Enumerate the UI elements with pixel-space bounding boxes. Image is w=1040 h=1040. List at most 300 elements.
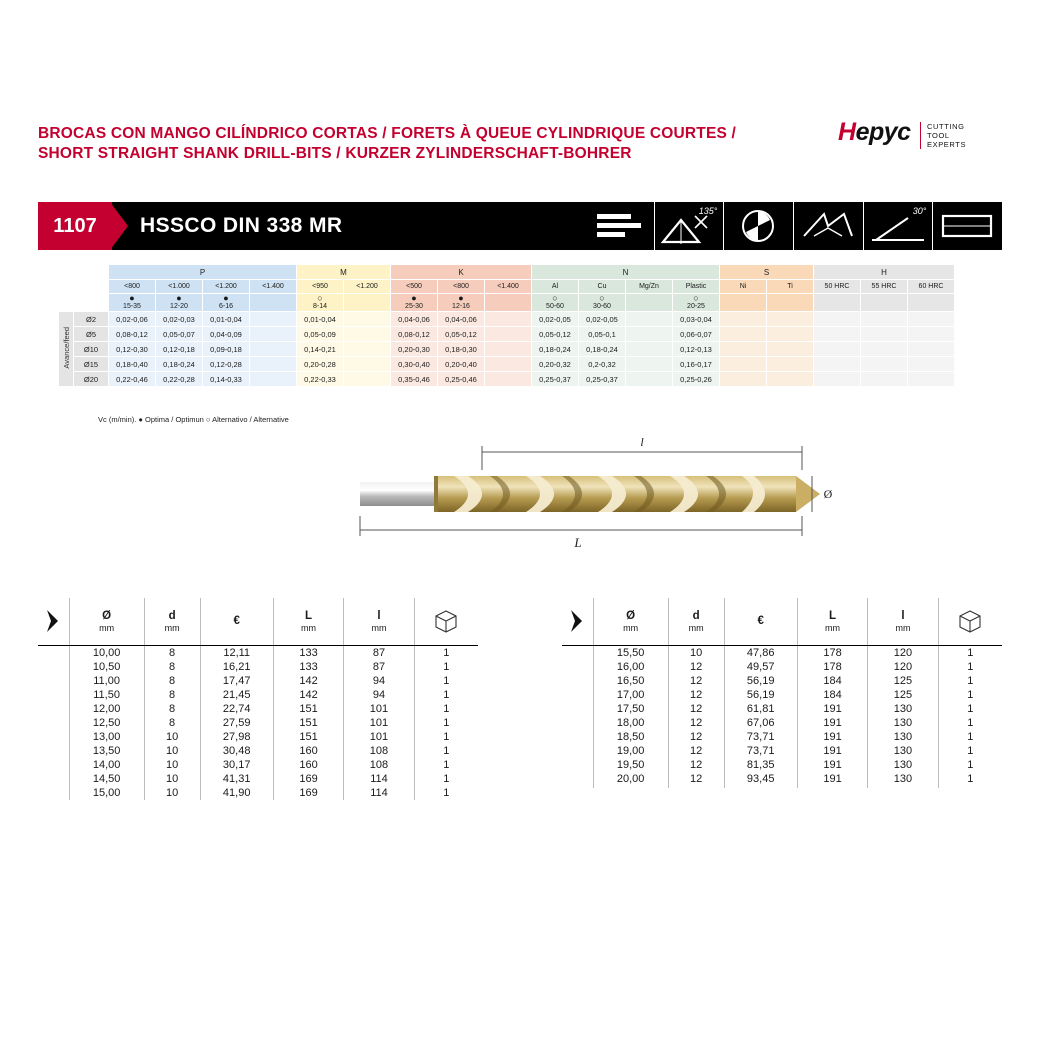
table-cell: 108	[344, 758, 414, 772]
table-cell: 101	[344, 702, 414, 716]
feed-value-cell	[344, 357, 391, 372]
table-cell: 12	[668, 730, 724, 744]
table-row[interactable]	[38, 730, 478, 744]
table-cell: 1	[938, 674, 1002, 688]
table-cell: 15,50	[593, 646, 668, 661]
table-cell: 14,50	[69, 772, 144, 786]
feed-value-cell: 0,08-0,12	[391, 327, 438, 342]
feed-value-cell	[908, 357, 955, 372]
cutting-speed-cell: ● 25-30	[391, 294, 438, 312]
dim-header-unit: mm	[895, 622, 911, 633]
table-cell: 191	[797, 702, 867, 716]
material-subgroup: <950	[297, 280, 344, 294]
feed-value-cell	[908, 372, 955, 387]
table-cell: 10	[144, 758, 200, 772]
dim-header-unit: mm	[623, 622, 639, 633]
feed-value-cell: 0,14-0,21	[297, 342, 344, 357]
feed-value-cell: 0,04-0,06	[438, 312, 485, 327]
feed-value-cell	[908, 327, 955, 342]
point-angle-label: 135°	[698, 206, 718, 216]
table-cell: 1	[938, 744, 1002, 758]
feed-value-cell	[767, 372, 814, 387]
table-cell: 93,45	[724, 772, 797, 786]
helix-angle-label: 30°	[912, 206, 927, 216]
table-cell: 160	[273, 744, 343, 758]
feed-value-cell: 0,20-0,32	[532, 357, 579, 372]
table-row[interactable]	[38, 744, 478, 758]
packaging-header-icon	[938, 598, 1002, 646]
feed-value-cell	[861, 327, 908, 342]
feed-value-cell	[626, 372, 673, 387]
row-spacer	[38, 758, 69, 772]
feed-value-cell	[344, 372, 391, 387]
logo-tagline-2: TOOL	[927, 131, 950, 140]
table-cell: 17,50	[593, 702, 668, 716]
table-cell: 191	[797, 716, 867, 730]
table-cell: 21,45	[200, 688, 273, 702]
table-cell: 8	[144, 688, 200, 702]
cutting-speed-cell: ● 12-16	[438, 294, 485, 312]
feed-value-cell	[861, 357, 908, 372]
table-cell: 108	[344, 744, 414, 758]
feed-value-cell	[250, 312, 297, 327]
feed-value-cell	[861, 312, 908, 327]
table-cell: 11,50	[69, 688, 144, 702]
table-cell: 10,00	[69, 646, 144, 661]
row-spacer	[562, 758, 593, 772]
row-spacer	[562, 660, 593, 674]
feed-value-cell	[626, 342, 673, 357]
logo-tagline-3: EXPERTS	[927, 140, 967, 149]
feed-value-cell: 0,01-0,04	[203, 312, 250, 327]
feed-value-cell: 0,2-0,32	[579, 357, 626, 372]
table-cell: 8	[144, 646, 200, 661]
table-cell: 47,86	[724, 646, 797, 661]
feed-value-cell: 0,16-0,17	[673, 357, 720, 372]
table-cell: 12	[668, 744, 724, 758]
feed-value-cell	[485, 372, 532, 387]
material-subgroup: 60 HRC	[908, 280, 955, 294]
cutting-speed-cell: ○ 30-60	[579, 294, 626, 312]
table-cell: 169	[273, 786, 343, 800]
table-cell: 1	[414, 772, 478, 786]
row-spacer	[38, 730, 69, 744]
table-cell	[868, 786, 938, 788]
table-cell: 56,19	[724, 674, 797, 688]
row-spacer	[38, 660, 69, 674]
feed-value-cell: 0,01-0,04	[297, 312, 344, 327]
row-spacer	[562, 772, 593, 786]
material-subgroup: <1.200	[344, 280, 391, 294]
table-cell: 30,48	[200, 744, 273, 758]
feed-value-cell: 0,05-0,1	[579, 327, 626, 342]
table-arrow-icon	[562, 598, 593, 646]
feed-value-cell	[485, 312, 532, 327]
table-row[interactable]	[562, 744, 1002, 758]
feed-value-cell	[814, 327, 861, 342]
material-subgroup: Al	[532, 280, 579, 294]
table-cell: 18,00	[593, 716, 668, 730]
table-cell: 56,19	[724, 688, 797, 702]
feed-value-cell	[485, 342, 532, 357]
table-cell: 191	[797, 772, 867, 786]
material-subgroup: <1.200	[203, 280, 250, 294]
cutting-speed-cell: ● 15-35	[109, 294, 156, 312]
table-row[interactable]	[38, 772, 478, 786]
feed-value-cell: 0,22-0,28	[156, 372, 203, 387]
table-cell: 81,35	[724, 758, 797, 772]
table-row[interactable]	[38, 786, 478, 800]
table-cell: 133	[273, 646, 343, 661]
feed-value-cell	[626, 357, 673, 372]
feed-value-cell	[814, 342, 861, 357]
dim-header-cell	[200, 598, 273, 646]
table-row[interactable]	[38, 716, 478, 730]
dim-header-cell	[144, 598, 200, 646]
feed-value-cell	[626, 312, 673, 327]
feed-value-cell	[861, 342, 908, 357]
table-cell: 17,00	[593, 688, 668, 702]
feed-value-cell: 0,12-0,13	[673, 342, 720, 357]
feed-value-cell	[814, 372, 861, 387]
dim-header-label: d	[168, 609, 176, 622]
feed-value-cell: 0,05-0,07	[156, 327, 203, 342]
material-subgroup: Mg/Zn	[626, 280, 673, 294]
svg-text:l: l	[640, 435, 644, 449]
feed-value-cell: 0,12-0,30	[109, 342, 156, 357]
material-subgroup: <800	[438, 280, 485, 294]
feed-value-cell: 0,14-0,33	[203, 372, 250, 387]
feed-value-cell: 0,25-0,37	[579, 372, 626, 387]
dim-header-label: Ø	[626, 609, 636, 622]
row-spacer	[38, 702, 69, 716]
table-row[interactable]	[562, 772, 1002, 786]
feed-value-cell: 0,12-0,18	[156, 342, 203, 357]
material-subgroup: Plastic	[673, 280, 720, 294]
table-cell: 16,50	[593, 674, 668, 688]
feed-value-cell: 0,04-0,09	[203, 327, 250, 342]
logo-tagline	[920, 122, 966, 149]
feed-value-cell	[720, 357, 767, 372]
table-cell	[938, 786, 1002, 788]
row-spacer	[562, 786, 593, 788]
feed-value-cell: 0,12-0,28	[203, 357, 250, 372]
feed-value-cell	[767, 312, 814, 327]
dim-table-header-row	[562, 598, 1002, 646]
table-cell: 101	[344, 730, 414, 744]
table-cell: 1	[938, 772, 1002, 786]
table-row[interactable]	[562, 758, 1002, 772]
feed-value-cell	[767, 357, 814, 372]
row-spacer	[562, 744, 593, 758]
dim-header-unit: mm	[164, 622, 180, 633]
cutting-speed-cell: ○ 50-60	[532, 294, 579, 312]
table-cell: 130	[868, 772, 938, 786]
cutting-speed-cell: ● 12-20	[156, 294, 203, 312]
row-spacer	[38, 688, 69, 702]
table-cell: 142	[273, 688, 343, 702]
feed-value-cell	[767, 342, 814, 357]
material-subgroup: Ni	[720, 280, 767, 294]
feed-value-cell	[767, 327, 814, 342]
row-spacer	[38, 646, 69, 661]
table-cell: 120	[868, 646, 938, 661]
table-row[interactable]	[562, 688, 1002, 702]
table-row[interactable]	[38, 646, 478, 661]
feed-value-cell	[908, 342, 955, 357]
material-subgroup: <500	[391, 280, 438, 294]
dim-header-label: L	[305, 609, 313, 622]
table-cell: 1	[414, 716, 478, 730]
table-cell: 184	[797, 674, 867, 688]
table-cell: 10	[144, 744, 200, 758]
table-cell: 1	[414, 646, 478, 661]
box-icon	[433, 609, 459, 633]
cutting-speed-cell	[814, 294, 861, 312]
row-spacer	[38, 716, 69, 730]
table-cell: 12,11	[200, 646, 273, 661]
table-cell: 13,50	[69, 744, 144, 758]
row-spacer	[562, 688, 593, 702]
feed-value-cell	[344, 327, 391, 342]
feed-value-cell: 0,20-0,30	[391, 342, 438, 357]
material-subgroup: Ti	[767, 280, 814, 294]
table-cell: 87	[344, 660, 414, 674]
feed-value-cell: 0,05-0,12	[438, 327, 485, 342]
cutting-speed-cell	[767, 294, 814, 312]
feed-value-cell: 0,35-0,46	[391, 372, 438, 387]
table-cell	[593, 786, 668, 788]
feed-value-cell: 0,18-0,40	[109, 357, 156, 372]
table-cell: 18,50	[593, 730, 668, 744]
table-cell: 13,00	[69, 730, 144, 744]
feed-value-cell	[344, 312, 391, 327]
cutting-speed-cell	[626, 294, 673, 312]
row-spacer	[562, 646, 593, 661]
table-cell: 41,31	[200, 772, 273, 786]
dimension-table-left	[38, 598, 478, 800]
point-geometry-icon	[793, 202, 863, 250]
table-cell: 10,50	[69, 660, 144, 674]
dim-header-label: Ø	[102, 609, 112, 622]
table-cell: 19,00	[593, 744, 668, 758]
feed-value-cell: 0,05-0,12	[532, 327, 579, 342]
table-cell: 17,47	[200, 674, 273, 688]
table-row[interactable]	[38, 660, 478, 674]
table-cell: 1	[414, 786, 478, 800]
feed-value-cell: 0,08-0,12	[109, 327, 156, 342]
table-cell: 12	[668, 674, 724, 688]
table-row[interactable]	[38, 758, 478, 772]
table-cell: 1	[938, 660, 1002, 674]
dim-header-cell	[273, 598, 343, 646]
material-group-M: M	[297, 265, 391, 280]
shank-type-icon	[585, 202, 654, 250]
table-cell: 130	[868, 744, 938, 758]
feed-value-cell: 0,06-0,07	[673, 327, 720, 342]
table-cell: 151	[273, 702, 343, 716]
table-cell: 19,50	[593, 758, 668, 772]
table-cell: 8	[144, 702, 200, 716]
table-cell: 8	[144, 716, 200, 730]
flute-cross-section-icon	[723, 202, 793, 250]
cutting-speed-cell: ● 6-16	[203, 294, 250, 312]
table-cell	[668, 786, 724, 788]
feed-value-cell	[626, 327, 673, 342]
table-cell: 1	[938, 688, 1002, 702]
shank-profile-icon	[932, 202, 1002, 250]
table-cell: 12	[668, 772, 724, 786]
table-row[interactable]	[38, 688, 478, 702]
table-cell: 114	[344, 772, 414, 786]
table-cell	[797, 786, 867, 788]
table-cell: 49,57	[724, 660, 797, 674]
table-cell: 1	[414, 660, 478, 674]
cut-corner-blank-2	[74, 265, 109, 312]
table-cell: 114	[344, 786, 414, 800]
table-cell: 87	[344, 646, 414, 661]
svg-text:L: L	[574, 535, 582, 550]
feed-value-cell: 0,03-0,04	[673, 312, 720, 327]
table-row[interactable]	[562, 730, 1002, 744]
table-cell: 1	[414, 674, 478, 688]
dim-header-label: l	[377, 609, 381, 622]
feed-value-cell	[814, 357, 861, 372]
row-spacer	[562, 702, 593, 716]
table-cell: 1	[938, 716, 1002, 730]
table-cell: 12	[668, 660, 724, 674]
feed-value-cell	[344, 342, 391, 357]
table-cell: 130	[868, 730, 938, 744]
cutting-speed-cell	[250, 294, 297, 312]
cut-corner-blank	[59, 265, 74, 312]
cutting-speed-cell	[720, 294, 767, 312]
dim-header-label: €	[757, 615, 764, 627]
feed-value-cell	[250, 372, 297, 387]
table-row[interactable]	[38, 702, 478, 716]
feed-value-cell	[908, 312, 955, 327]
table-cell: 22,74	[200, 702, 273, 716]
material-subgroup: <1.000	[156, 280, 203, 294]
feed-value-cell	[485, 357, 532, 372]
row-spacer	[562, 716, 593, 730]
table-cell: 10	[144, 730, 200, 744]
table-cell: 169	[273, 772, 343, 786]
feed-diameter-label: Ø5	[74, 327, 109, 342]
feed-value-cell: 0,30-0,40	[391, 357, 438, 372]
dim-header-cell	[724, 598, 797, 646]
table-cell: 125	[868, 688, 938, 702]
feed-diameter-label: Ø20	[74, 372, 109, 387]
feed-value-cell: 0,18-0,24	[156, 357, 203, 372]
feed-diameter-label: Ø10	[74, 342, 109, 357]
table-cell: 191	[797, 730, 867, 744]
table-row[interactable]	[562, 786, 1002, 788]
material-group-N: N	[532, 265, 720, 280]
table-cell: 160	[273, 758, 343, 772]
table-row[interactable]	[562, 646, 1002, 661]
table-cell: 1	[414, 758, 478, 772]
table-cell: 16,00	[593, 660, 668, 674]
feed-value-cell: 0,20-0,40	[438, 357, 485, 372]
feed-value-cell: 0,22-0,46	[109, 372, 156, 387]
code-arrow-icon	[110, 202, 128, 250]
table-cell: 15,00	[69, 786, 144, 800]
point-angle-icon	[654, 202, 724, 250]
table-cell: 30,17	[200, 758, 273, 772]
material-subgroup: 55 HRC	[861, 280, 908, 294]
table-row[interactable]	[562, 702, 1002, 716]
feature-icon-strip	[585, 202, 1002, 250]
table-cell: 142	[273, 674, 343, 688]
table-cell: 151	[273, 730, 343, 744]
feed-value-cell: 0,09-0,18	[203, 342, 250, 357]
table-cell: 12	[668, 702, 724, 716]
dim-header-unit: mm	[99, 622, 115, 633]
dim-header-label: €	[233, 615, 240, 627]
table-cell: 12	[668, 716, 724, 730]
dim-header-label: l	[901, 609, 905, 622]
table-cell: 1	[414, 744, 478, 758]
table-cell: 12,50	[69, 716, 144, 730]
table-cell: 130	[868, 758, 938, 772]
cutting-speed-cell	[485, 294, 532, 312]
feed-value-cell: 0,22-0,33	[297, 372, 344, 387]
table-cell: 61,81	[724, 702, 797, 716]
table-cell: 184	[797, 688, 867, 702]
feed-value-cell: 0,25-0,26	[673, 372, 720, 387]
chevron-right-icon	[568, 608, 586, 634]
table-cell: 1	[938, 702, 1002, 716]
box-icon	[957, 609, 983, 633]
table-cell: 1	[938, 730, 1002, 744]
table-cell: 67,06	[724, 716, 797, 730]
table-row[interactable]	[38, 674, 478, 688]
title-line-1: BROCAS CON MANGO CILÍNDRICO CORTAS / FORETS À QUEUE CYLINDRIQUE COURTES /	[38, 125, 737, 142]
table-cell: 10	[144, 786, 200, 800]
row-spacer	[562, 730, 593, 744]
cutting-legend: Vc (m/min). ● Optima / Optimun ○ Alternativo / Alternative	[98, 415, 289, 424]
table-cell: 8	[144, 660, 200, 674]
table-cell: 10	[144, 772, 200, 786]
dim-header-cell	[69, 598, 144, 646]
table-cell: 73,71	[724, 730, 797, 744]
table-cell: 94	[344, 688, 414, 702]
dimension-table-right	[562, 598, 1002, 788]
table-row[interactable]	[562, 660, 1002, 674]
table-row[interactable]	[562, 674, 1002, 688]
dim-header-cell	[797, 598, 867, 646]
material-subgroup: <1.400	[250, 280, 297, 294]
row-spacer	[38, 744, 69, 758]
feed-value-cell	[861, 372, 908, 387]
feed-value-cell: 0,25-0,37	[532, 372, 579, 387]
feed-value-cell	[814, 312, 861, 327]
feed-value-cell: 0,18-0,24	[532, 342, 579, 357]
table-cell: 1	[414, 730, 478, 744]
feed-value-cell: 0,02-0,06	[109, 312, 156, 327]
logo-wordmark: Hepyc	[838, 118, 911, 146]
table-cell: 10	[668, 646, 724, 661]
cutting-speed-cell	[861, 294, 908, 312]
table-row[interactable]	[562, 716, 1002, 730]
material-subgroup: <800	[109, 280, 156, 294]
dim-header-cell	[344, 598, 414, 646]
table-cell: 73,71	[724, 744, 797, 758]
dim-header-unit: mm	[688, 622, 704, 633]
feed-value-cell	[250, 327, 297, 342]
dim-header-label: d	[692, 609, 700, 622]
